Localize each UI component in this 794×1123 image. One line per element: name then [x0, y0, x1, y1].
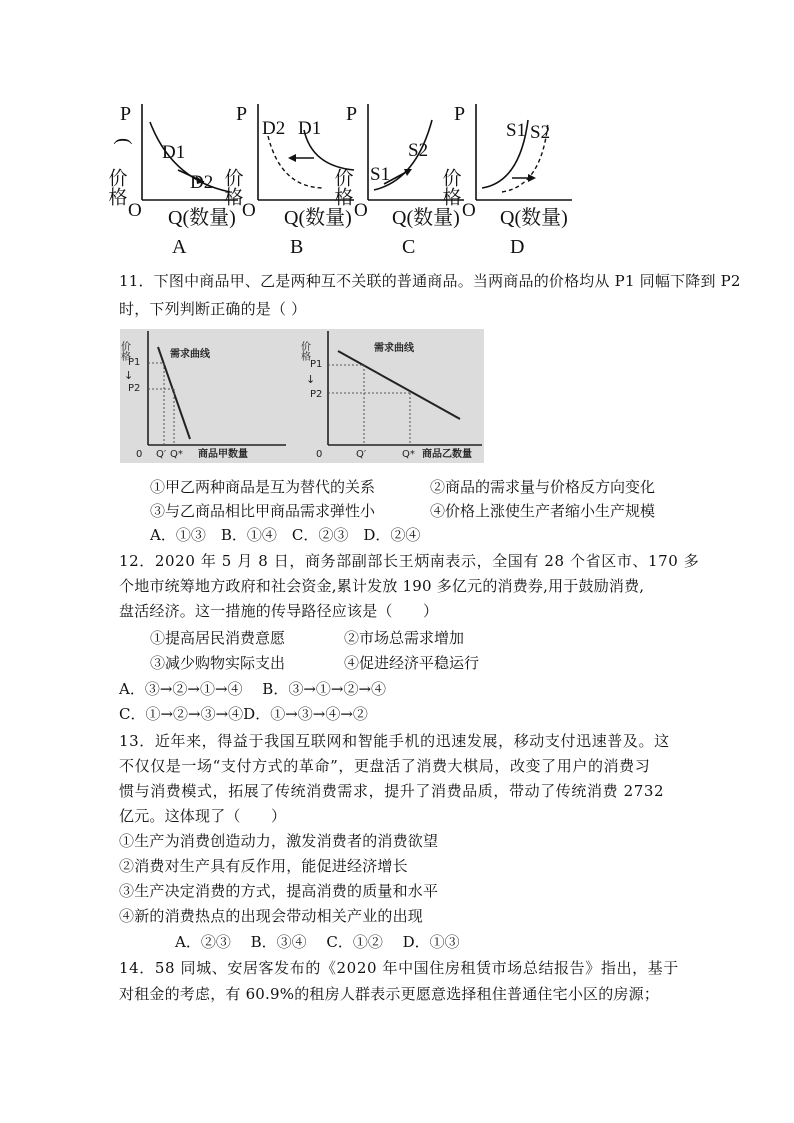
q11-left-x-axis: 商品甲数量	[198, 449, 248, 460]
q13-stem-line2: 不仅仅是一场“支付方式的革命”，更盘活了消费大棋局，改变了用户的消费习	[119, 757, 651, 775]
graph-b-origin: O	[242, 200, 256, 221]
q12-options-cd: C．①→②→③→④D．①→③→④→②	[119, 705, 368, 723]
graph-a-yaxis-label: 价格	[105, 168, 127, 206]
graph-c-yaxis-label: 价格	[331, 168, 353, 206]
graph-c-xaxis: Q(数量)	[392, 207, 460, 229]
q11-statement-3: ③与乙商品相比甲商品需求弹性小	[150, 502, 376, 520]
q13-statement-2: ②消费对生产具有反作用，能促进经济增长	[119, 857, 408, 875]
q12-stem-line3: 盘活经济。这一措施的传导路径应该是（ ）	[119, 602, 439, 620]
q12-stem-line1: 12．2020 年 5 月 8 日，商务部副部长王炳南表示，全国有 28 个省区市、170 多	[119, 552, 700, 570]
q11-left-origin: 0	[136, 449, 143, 460]
q11-right-q1: Q′	[356, 449, 367, 460]
q11-left-q1: Q′	[156, 449, 167, 460]
q14-stem-line1: 14．58 同城、安居客发布的《2020 年中国住房租赁市场总结报告》指出，基于	[119, 959, 679, 977]
q12-statement-4: ④促进经济平稳运行	[344, 654, 480, 672]
q13-stem-line1: 13．近年来，得益于我国互联网和智能手机的迅速发展，移动支付迅速普及。这	[119, 732, 670, 750]
q12-options-ab: A．③→②→①→④ B．③→①→②→④	[119, 680, 387, 698]
q11-stem-line2: 时，下列判断正确的是（ ）	[119, 300, 307, 318]
graph-b-d1: D1	[298, 118, 322, 139]
q11-statement-4: ④价格上涨使生产者缩小生产规模	[430, 502, 656, 520]
q11-left-p1: P1	[128, 357, 141, 368]
graph-d-caption: D	[510, 236, 525, 258]
graph-a-origin: O	[128, 200, 142, 221]
q11-right-origin: 0	[316, 449, 323, 460]
q12-statement-3: ③减少购物实际支出	[150, 654, 286, 672]
q11-statement-1: ①甲乙两种商品是互为替代的关系	[150, 478, 376, 496]
q14-stem-line2: 对租金的考虑，有 60.9%的租房人群表示更愿意选择租住普通住宅小区的房源；	[119, 985, 660, 1003]
q11-right-p2: P2	[310, 389, 323, 400]
graph-d-s2: S2	[530, 122, 551, 143]
q13-statement-4: ④新的消费热点的出现会带动相关产业的出现	[119, 907, 424, 925]
graph-d-origin: O	[462, 200, 476, 221]
graph-b-yaxis-label: 价格	[221, 168, 243, 206]
q11-right-q2: Q*	[402, 449, 415, 460]
q11-right-p1: P1	[310, 359, 323, 370]
graph-c-origin: O	[354, 200, 368, 221]
q11-left-curve-label: 需求曲线	[170, 349, 210, 360]
graph-c-s2: S2	[408, 140, 429, 161]
graph-d-xaxis: Q(数量)	[500, 207, 568, 229]
graph-d-yaxis-label: 价格	[439, 168, 461, 206]
q11-left-q2: Q*	[170, 449, 183, 460]
q13-stem-line3: 惯与消费模式，拓展了传统消费需求，提升了消费品质，带动了传统消费 2732	[119, 782, 665, 800]
graph-a-d1: D1	[162, 142, 186, 163]
graph-a-xaxis: Q(数量)	[168, 207, 236, 229]
q11-left-down-arrow-icon: ↓	[124, 369, 134, 382]
q11-options: A．①③ B．①④ C．②③ D．②④	[150, 526, 421, 544]
q12-stem-line2: 个地市统筹地方政府和社会资金,累计发放 190 多亿元的消费券,用于鼓励消费,	[119, 577, 645, 595]
q11-right-x-axis: 商品乙数量	[422, 449, 472, 460]
q13-statement-1: ①生产为消费创造动力，激发消费者的消费欲望	[119, 832, 439, 850]
graph-b-d2: D2	[262, 118, 286, 139]
graph-a-bracket: (	[113, 138, 135, 145]
q11-statement-2: ②商品的需求量与价格反方向变化	[430, 478, 656, 496]
graph-a-p-label: P	[120, 103, 132, 125]
q13-statement-3: ③生产决定消费的方式，提高消费的质量和水平	[119, 882, 439, 900]
q11-stem-line1: 11．下图中商品甲、乙是两种互不关联的普通商品。当两商品的价格均从 P1 同幅下降到 P2	[119, 272, 741, 290]
q11-right-down-arrow-icon: ↓	[306, 373, 316, 386]
graph-b-xaxis: Q(数量)	[284, 207, 352, 229]
graph-b-caption: B	[290, 236, 304, 258]
graph-d-s1: S1	[506, 120, 527, 141]
graph-a-d2: D2	[190, 172, 214, 193]
graph-a-caption: A	[172, 236, 187, 258]
graph-b-p-label: P	[236, 103, 248, 125]
q13-stem-line4: 亿元。这体现了（ ）	[119, 807, 287, 825]
q11-right-y-axis: 价格	[298, 341, 310, 361]
q11-figure	[120, 329, 484, 463]
q11-left-y-axis: 价格	[118, 341, 130, 361]
graph-d-p-label: P	[454, 103, 466, 125]
q12-statement-2: ②市场总需求增加	[344, 629, 465, 647]
q11-right-demand-line	[338, 351, 460, 419]
q11-right-curve-label: 需求曲线	[374, 343, 414, 354]
graph-c-s1: S1	[370, 164, 391, 185]
graph-c-caption: C	[402, 236, 416, 258]
graph-c-p-label: P	[346, 103, 358, 125]
q13-options: A．②③ B．③④ C．①② D．①③	[175, 933, 460, 951]
q11-left-p2: P2	[128, 383, 141, 394]
q12-statement-1: ①提高居民消费意愿	[150, 629, 286, 647]
